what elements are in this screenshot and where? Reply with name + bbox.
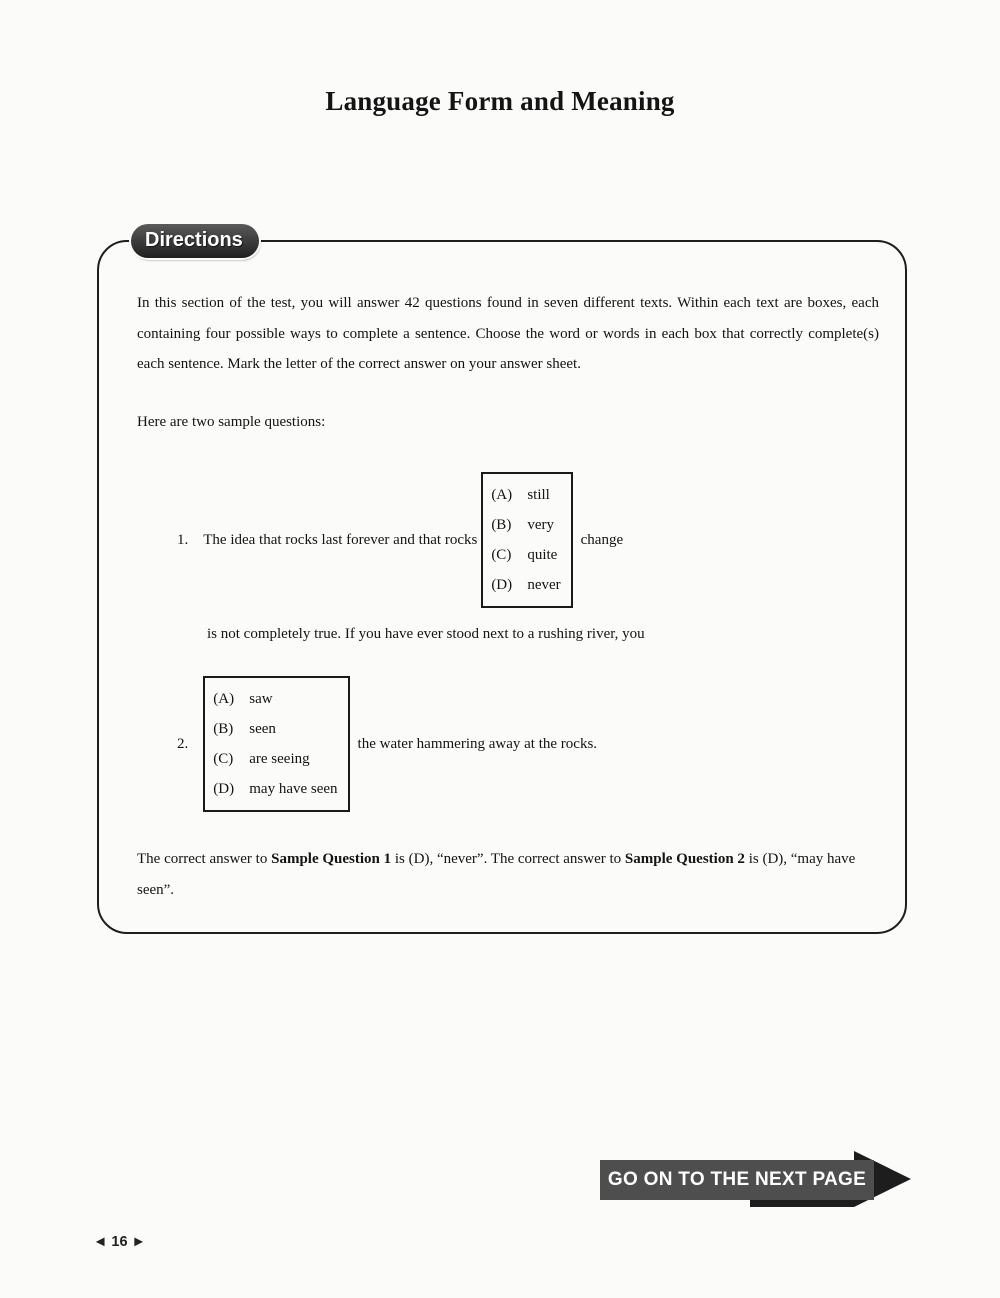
option-d <box>491 570 560 600</box>
sample-questions-intro: Here are two sample questions: <box>137 414 326 430</box>
option-text: never <box>527 577 561 593</box>
option-text: seen <box>249 721 276 737</box>
sample-question-1 <box>177 472 623 608</box>
option-letter: (C) <box>491 547 512 563</box>
option-d <box>213 774 337 804</box>
question-1-options-box <box>481 472 572 608</box>
option-a <box>491 480 560 510</box>
option-letter: (D) <box>213 781 235 797</box>
question-2-options-box <box>203 676 349 812</box>
option-c <box>213 744 337 774</box>
question-2-text-after: the water hammering away at the rocks. <box>357 735 598 752</box>
answer-text-bold: Sample Question 2 <box>624 851 745 867</box>
go-on-label: GO ON TO THE NEXT PAGE <box>607 1169 867 1190</box>
question-1-text-after: change <box>580 531 624 548</box>
answer-text-bold: Sample Question 1 <box>271 851 392 867</box>
option-c <box>491 540 560 570</box>
option-letter: (C) <box>213 751 234 767</box>
option-b <box>213 714 337 744</box>
option-letter: (A) <box>491 487 513 503</box>
answer-text-part: The correct answer to <box>137 851 272 867</box>
option-letter: (D) <box>491 577 513 593</box>
option-a <box>213 684 337 714</box>
option-b <box>491 510 560 540</box>
directions-label: Directions <box>131 224 259 258</box>
option-text: are seeing <box>249 751 310 767</box>
page-title: Language Form and Meaning <box>325 86 675 116</box>
sample-question-2 <box>177 676 597 812</box>
answer-explanation <box>137 844 879 906</box>
option-letter: (A) <box>213 691 235 707</box>
option-letter: (B) <box>491 517 512 533</box>
directions-box <box>97 229 907 934</box>
answer-text-part: is (D), “never”. The correct answer to <box>391 851 625 867</box>
question-1-number: 1. <box>177 531 189 548</box>
option-text: very <box>527 517 554 533</box>
option-text: still <box>527 487 550 503</box>
option-letter: (B) <box>213 721 234 737</box>
question-1-continuation: is not completely true. If you have ever stood next to a rushing river, you <box>207 626 645 642</box>
question-1-text-before: The idea that rocks last forever and that rocks <box>203 531 478 548</box>
directions-text: In this section of the test, you will answer 42 questions found in seven different texts. Within each text are boxes, each containing four possible ways to complete a sentence. Choose the word or words in each box that correctly complete(s) each sentence. Mark the letter of the correct answer on your answer sheet. <box>137 295 879 372</box>
answer-text-part: is (D), “may have seen”. <box>137 851 856 898</box>
option-text: saw <box>249 691 273 707</box>
option-text: may have seen <box>249 781 338 797</box>
go-on-banner <box>600 1150 912 1208</box>
option-text: quite <box>527 547 558 563</box>
page-number: ◄ 16 ► <box>93 1234 146 1250</box>
question-2-number: 2. <box>177 735 189 752</box>
